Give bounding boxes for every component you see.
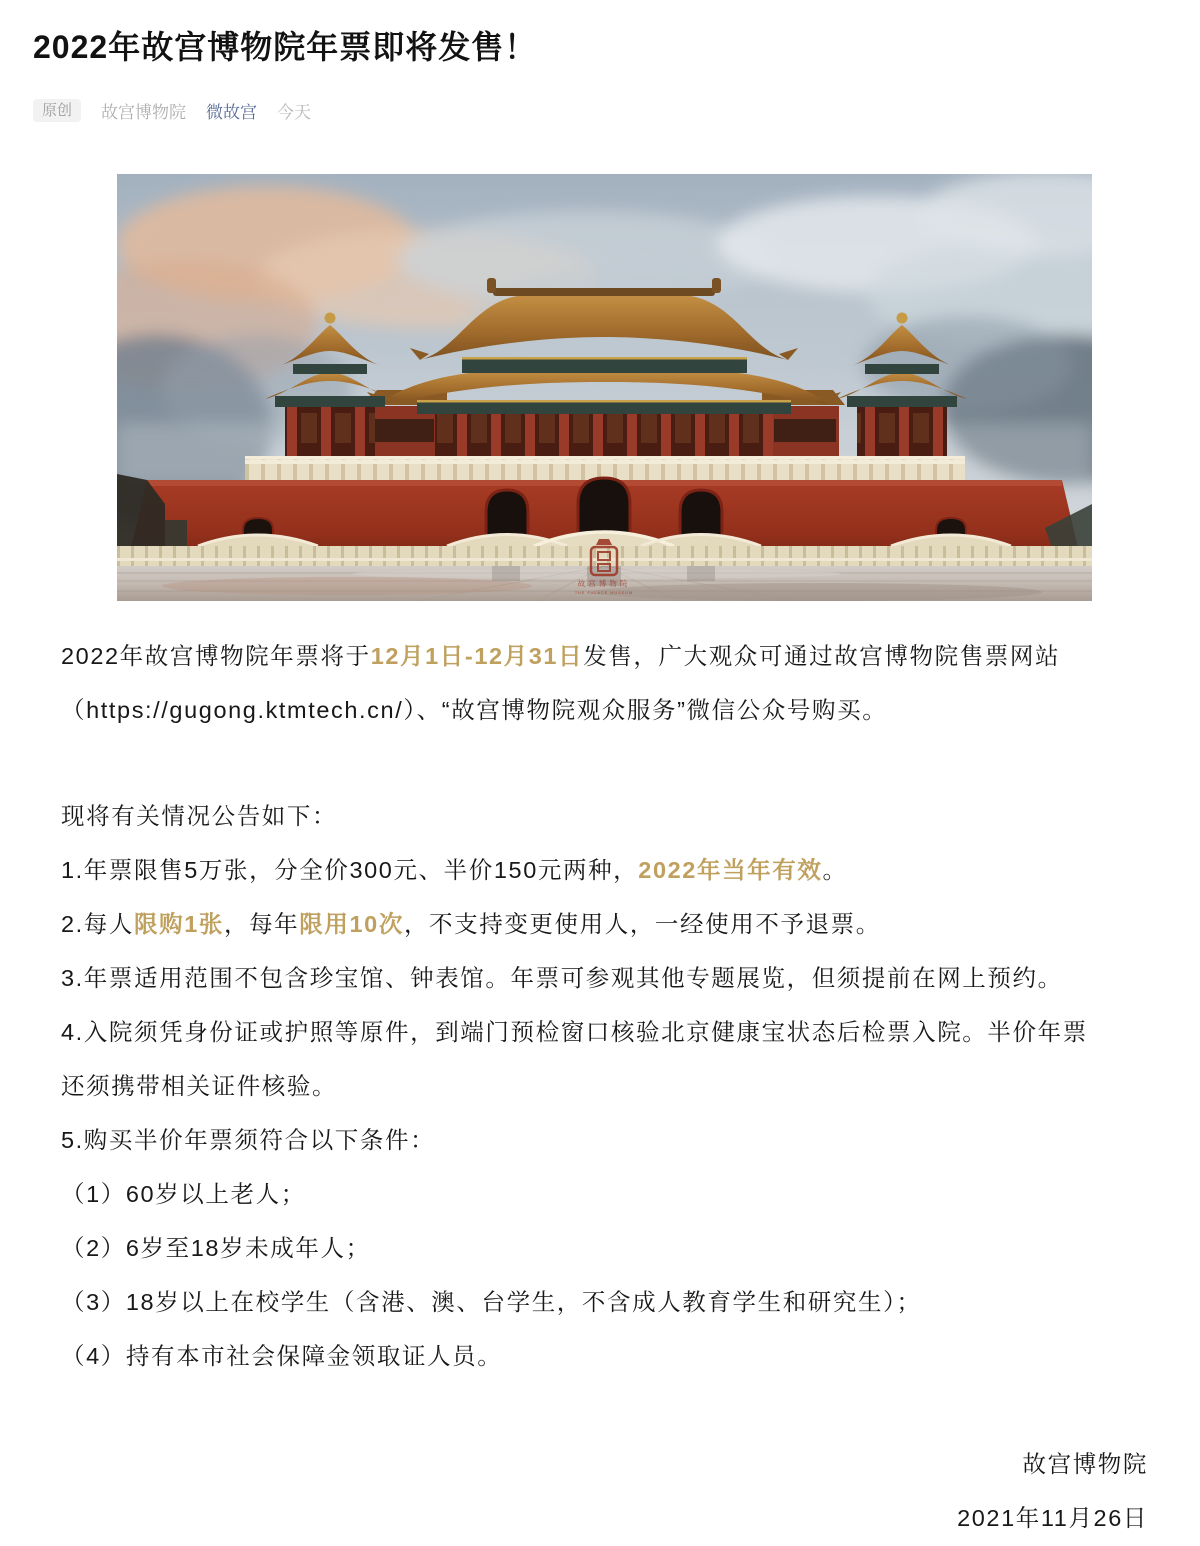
text-run: ，不支持变更使用人，一经使用不予退票。 — [403, 911, 881, 938]
text-run: 1.年票限售5万张，分全价300元、半价150元两种， — [61, 857, 639, 884]
paragraph-condition-2: （2）6岁至18岁未成年人； — [61, 1235, 371, 1262]
article-body — [0, 629, 1200, 1383]
paragraph-condition-3: （3）18岁以上在校学生（含港、澳、台学生，不含成人教育学生和研究生）； — [61, 1289, 922, 1316]
original-badge[interactable]: 原创 — [33, 99, 81, 122]
paragraph-intro-line1 — [61, 629, 1150, 683]
highlighted-validity: 2022年当年有效 — [638, 857, 823, 884]
paragraph-notice-lead: 现将有关情况公告如下： — [61, 803, 338, 830]
highlighted-dates: 12月1日-12月31日 — [370, 643, 584, 670]
account-link[interactable]: 微故宫 — [206, 103, 258, 123]
highlighted-limit-ten: 限用10次 — [299, 911, 404, 938]
paragraph-item-1 — [61, 843, 1150, 897]
paragraph-condition-1: （1）60岁以上老人； — [61, 1181, 306, 1208]
paragraph-item-5: 5.购买半价年票须符合以下条件： — [61, 1127, 436, 1154]
text-run: 2.每人 — [61, 911, 134, 938]
meridian-gate-photo — [117, 174, 1092, 601]
front-balustrade — [117, 532, 1092, 568]
paragraph-item-4-line1: 4.入院须凭身份证或护照等原件，到端门预检窗口核验北京健康宝状态后检票入院。半价年票 — [61, 1019, 1088, 1046]
text-run: 。 — [822, 857, 848, 884]
paragraph-item-2 — [61, 897, 1150, 951]
paragraph-intro-line2: （https://gugong.ktmtech.cn/）、“故宫博物院观众服务”微信公众号购买。 — [61, 697, 888, 724]
author-name: 故宫博物院 — [101, 103, 187, 123]
highlighted-limit-one: 限购1张 — [134, 911, 224, 938]
signature-date: 2021年11月26日 — [957, 1505, 1148, 1532]
article-meta — [0, 98, 1200, 123]
text-run: 2022年故宫博物院年票将于 — [61, 643, 371, 670]
hero-image[interactable] — [117, 174, 1092, 601]
paragraph-item-4-line2: 还须携带相关证件核验。 — [61, 1073, 338, 1100]
article-signature — [0, 1437, 1200, 1545]
publish-time: 今天 — [277, 103, 312, 123]
paragraph-item-3: 3.年票适用范围不包含珍宝馆、钟表馆。年票可参观其他专题展览，但须提前在网上预约。 — [61, 965, 1063, 992]
page-title: 2022年故宫博物院年票即将发售！ — [33, 29, 538, 65]
watermark-en-text: THE PALACE MUSEUM — [574, 591, 634, 596]
watermark-cn-text: 故宫博物院 — [577, 579, 631, 589]
text-run: ，每年 — [223, 911, 300, 938]
signature-name: 故宫博物院 — [1022, 1451, 1148, 1478]
text-run: 发售，广大观众可通过故宫博物院售票网站 — [583, 643, 1061, 670]
paragraph-condition-4: （4）持有本市社会保障金领取证人员。 — [61, 1343, 503, 1370]
